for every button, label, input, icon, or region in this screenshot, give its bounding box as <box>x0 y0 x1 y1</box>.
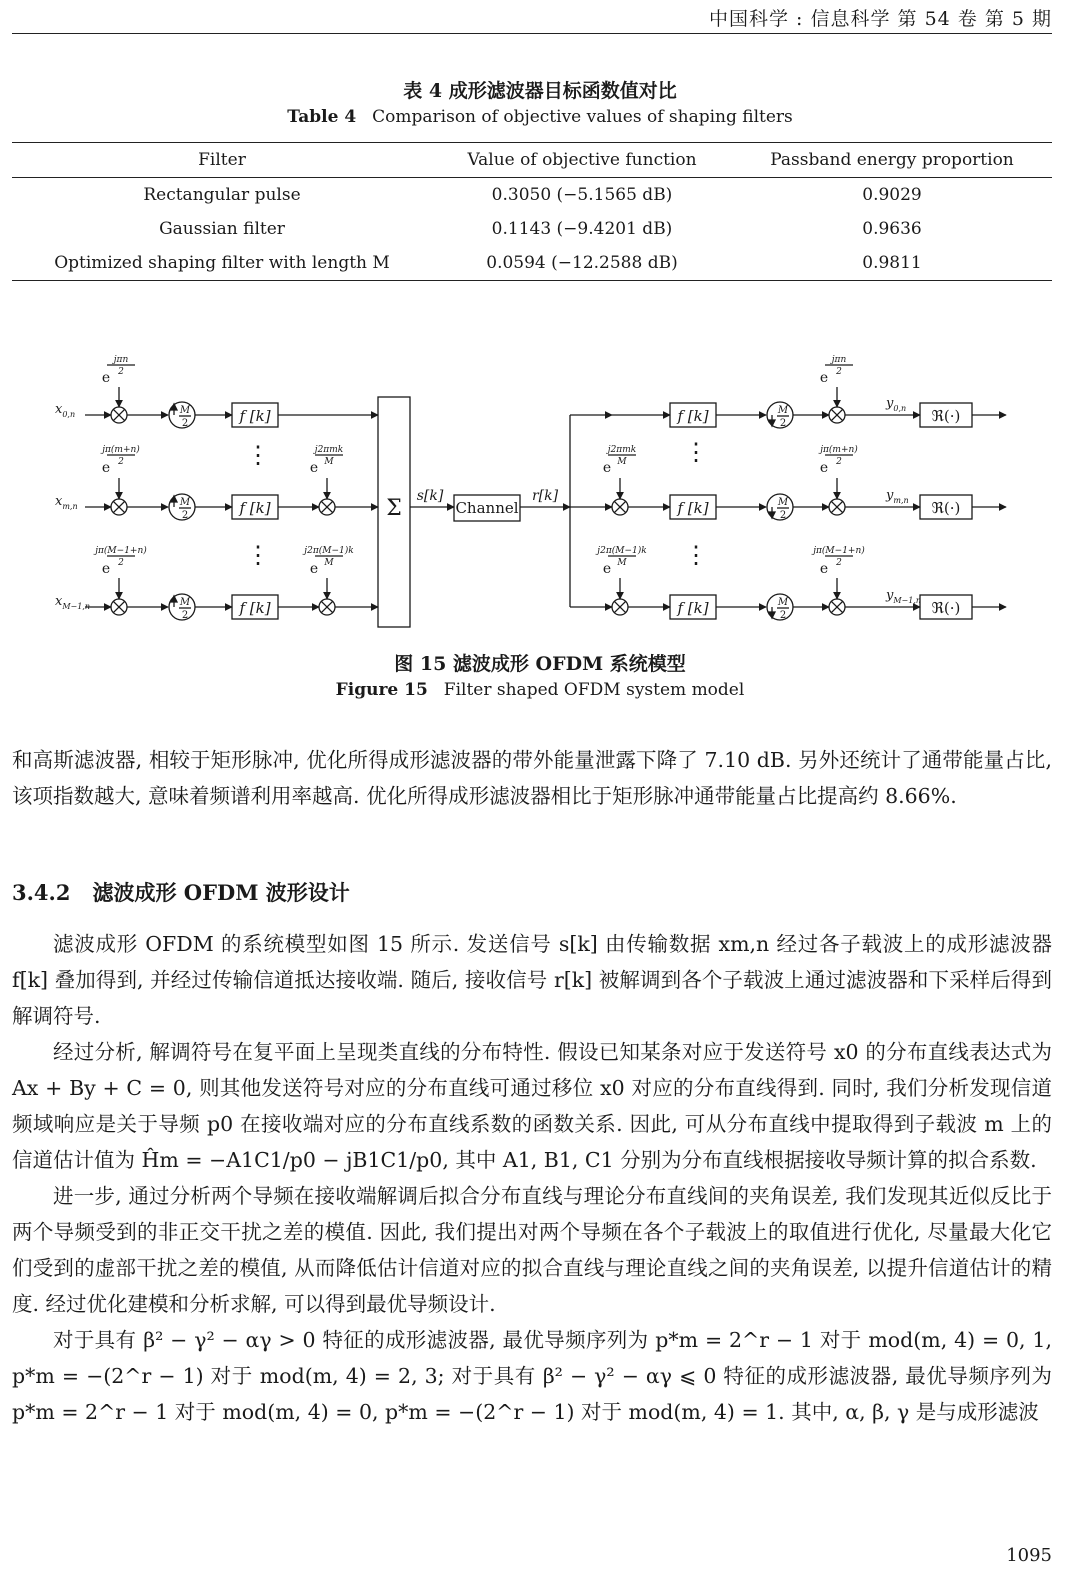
filter-label: f [k] <box>239 407 271 425</box>
sampler-factor-2: 2 <box>779 510 787 521</box>
rx-phase-exponent-base: e <box>819 561 829 577</box>
paragraph: 进一步, 通过分析两个导频在接收端解调后拟合分布直线与理论分布直线间的夹角误差, 我们发现其近似反比于两个导频受到的非正交干扰之差的模值. 因此, 我们提出对两个导频在各个子载波上的取值进行优化, 尽量最大化它们受到的虚部干扰之差的模值, 从而降低估计信道对应的拟合直线与理论直线之间的夹角误差, 以提升信道估计的精度. 经过优化建模和分析求解, 可以得到最优导频设计. <box>12 1184 1052 1316</box>
ellipsis-dots: ⋮ <box>246 541 270 569</box>
figure-caption-en <box>0 680 1080 700</box>
paragraph-continuation <box>12 742 1052 814</box>
filter-label: f [k] <box>239 499 271 517</box>
rx-output-label: $y_{m,n}$ <box>886 488 909 505</box>
rx-carrier-exponent-base: e <box>602 460 612 476</box>
tx-phase-exponent-base: e <box>101 370 111 386</box>
section-number: 3.4.2 <box>12 880 71 905</box>
table-cell: Optimized shaping filter with length M <box>54 253 390 273</box>
filter-label: f [k] <box>239 599 271 617</box>
rx-output-label: $y_{M-1,n}$ <box>886 588 922 605</box>
tx-phase-exponent-base: e <box>101 460 111 476</box>
table-cell: 0.9636 <box>862 219 922 239</box>
table-cell: 0.9811 <box>862 253 922 273</box>
rx-carrier-exponent-denominator: M <box>617 457 627 467</box>
ellipsis-dots: ⋮ <box>684 438 708 466</box>
ellipsis-dots: ⋮ <box>684 541 708 569</box>
table-cell: 0.3050 (−5.1565 dB) <box>491 185 673 205</box>
tx-phase-exponent-numerator: jπ(M−1+n) <box>95 546 147 556</box>
figure-caption-cn: 图 15 滤波成形 OFDM 系统模型 <box>394 653 686 675</box>
sampler-factor-m: M <box>777 405 789 416</box>
tx-phase-exponent-numerator: jπn <box>113 355 129 365</box>
tx-carrier-exponent-base: e <box>309 561 319 577</box>
sampler-factor-2: 2 <box>779 610 787 621</box>
table-cell: Gaussian filter <box>159 219 285 239</box>
rx-phase-exponent-denominator: 2 <box>836 367 842 377</box>
table-caption-text: Comparison of objective values of shaping filters <box>372 107 793 127</box>
rx-output-label: $y_{0,n}$ <box>886 396 907 413</box>
sampler-factor-2: 2 <box>779 418 787 429</box>
real-part-label: ℜ(·) <box>931 499 961 517</box>
table-row <box>12 178 1052 213</box>
rx-carrier-exponent-numerator: j2π(M−1)k <box>597 546 647 556</box>
sampler-factor-m: M <box>777 497 789 508</box>
filter-label: f [k] <box>677 499 709 517</box>
rx-carrier-exponent-numerator: j2πmk <box>607 445 637 455</box>
table-cell: Rectangular pulse <box>143 185 301 205</box>
table-cell: 0.9029 <box>862 185 922 205</box>
sampler-factor-m: M <box>179 405 191 416</box>
signal-s-label: s[k] <box>416 488 444 504</box>
section-heading <box>12 877 350 907</box>
paragraph: 滤波成形 OFDM 的系统模型如图 15 所示. 发送信号 s[k] 由传输数据 xm,n 经过各子载波上的成形滤波器 f[k] 叠加得到, 并经过传输信道抵达接收端. 随后, 接收信号 r[k] 被解调到各个子载波上通过滤波器和下采样后得到解调符号. <box>12 932 1052 1028</box>
sampler-factor-m: M <box>179 597 191 608</box>
tx-phase-exponent-denominator: 2 <box>118 457 124 467</box>
page-number: 1095 <box>1006 1545 1052 1566</box>
rx-phase-exponent-base: e <box>819 460 829 476</box>
rx-carrier-exponent-denominator: M <box>617 558 627 568</box>
objective-values-table <box>12 142 1052 281</box>
column-header: Filter <box>198 150 246 170</box>
channel-label: Channel <box>455 499 519 517</box>
sampler-factor-2: 2 <box>181 610 189 621</box>
running-head: 中国科学 : 信息科学 第 54 卷 第 5 期 <box>709 8 1052 30</box>
sampler-arrow-head <box>171 404 177 410</box>
tx-input-label: $x_{M-1,n}$ <box>55 594 91 611</box>
real-part-label: ℜ(·) <box>931 599 961 617</box>
tx-phase-exponent-base: e <box>101 561 111 577</box>
table-caption-en <box>0 107 1080 127</box>
sampler-arrow-head <box>769 612 775 618</box>
sampler-arrow-head <box>769 512 775 518</box>
column-header: Passband energy proportion <box>770 150 1014 170</box>
tx-phase-exponent-denominator: 2 <box>118 367 124 377</box>
sampler-factor-m: M <box>179 497 191 508</box>
table-caption-cn: 表 4 成形滤波器目标函数值对比 <box>403 80 677 102</box>
rx-carrier-exponent-base: e <box>602 561 612 577</box>
paragraph: 和高斯滤波器, 相较于矩形脉冲, 优化所得成形滤波器的带外能量泄露下降了 7.10 dB. 另外还统计了通带能量占比, 该项指数越大, 意味着频谱利用率越高. 优化所得成形滤波器相比于矩形脉冲通带能量占比提高约 8.66%. <box>12 748 1052 808</box>
summation-symbol: Σ <box>386 496 402 521</box>
figure-caption-text: Filter shaped OFDM system model <box>443 680 745 700</box>
table-cell: 0.0594 (−12.2588 dB) <box>486 253 678 273</box>
table-caption-label: Table 4 <box>287 107 357 127</box>
sampler-arrow-head <box>769 420 775 426</box>
tx-phase-exponent-numerator: jπ(m+n) <box>102 445 140 455</box>
signal-r-label: r[k] <box>531 488 559 504</box>
table-header-row <box>12 143 1052 178</box>
rx-phase-exponent-numerator: jπn <box>831 355 847 365</box>
tx-carrier-exponent-denominator: M <box>324 457 334 467</box>
sampler-factor-2: 2 <box>181 418 189 429</box>
sampler-factor-m: M <box>777 597 789 608</box>
table-row <box>12 246 1052 281</box>
header-rule <box>12 33 1052 34</box>
rx-phase-exponent-denominator: 2 <box>836 558 842 568</box>
sampler-factor-2: 2 <box>181 510 189 521</box>
figure-caption-label: Figure 15 <box>335 680 428 700</box>
filter-label: f [k] <box>677 407 709 425</box>
rx-phase-exponent-numerator: jπ(M−1+n) <box>813 546 865 556</box>
paragraph: 经过分析, 解调符号在复平面上呈现类直线的分布特性. 假设已知某条对应于发送符号 x0 的分布直线表达式为 Ax + By + C = 0, 则其他发送符号对应的分布直线可通过移位 x0 对应的分布直线得到. 同时, 我们分析发现信道频域响应是关于导频 p0 在接收端对应的分布直线系数的函数关系. 因此, 可从分布直线中提取得到子载波 m 上的信道估计值为 Ĥm = −A1C1/p0 − jB1C1/p0, 其中 A1, B1, C1 分别为分布直线根据接收导频计算的拟合系数. <box>12 1040 1052 1172</box>
table-row <box>12 212 1052 246</box>
real-part-label: ℜ(·) <box>931 407 961 425</box>
ofdm-system-diagram <box>0 345 1080 645</box>
column-header: Value of objective function <box>467 150 697 170</box>
tx-carrier-exponent-denominator: M <box>324 558 334 568</box>
rx-phase-exponent-denominator: 2 <box>836 457 842 467</box>
table-cell: 0.1143 (−9.4201 dB) <box>491 219 673 239</box>
tx-input-label: $x_{m,n}$ <box>55 494 78 511</box>
ellipsis-dots: ⋮ <box>246 441 270 469</box>
section-title: 滤波成形 OFDM 波形设计 <box>92 880 350 905</box>
tx-carrier-exponent-numerator: j2π(M−1)k <box>304 546 354 556</box>
sampler-arrow-head <box>171 496 177 502</box>
filter-label: f [k] <box>677 599 709 617</box>
sampler-arrow-head <box>171 596 177 602</box>
tx-phase-exponent-denominator: 2 <box>118 558 124 568</box>
section-body <box>12 926 1052 1430</box>
rx-phase-exponent-numerator: jπ(m+n) <box>820 445 858 455</box>
paragraph: 对于具有 β² − γ² − αγ > 0 特征的成形滤波器, 最优导频序列为 p*m = 2^r − 1 对于 mod(m, 4) = 0, 1, p*m = −(2^r − 1) 对于 mod(m, 4) = 2, 3; 对于具有 β² − γ² − αγ ⩽ 0 特征的成形滤波器, 最优导频序列为 p*m = 2^r − 1 对于 mod(m, 4) = 0, p*m = −(2^r − 1) 对于 mod(m, 4) = 1. 其中, α, β, γ 是与成形滤波 <box>12 1328 1052 1424</box>
rx-phase-exponent-base: e <box>819 370 829 386</box>
tx-carrier-exponent-base: e <box>309 460 319 476</box>
tx-input-label: $x_{0,n}$ <box>55 402 76 419</box>
tx-carrier-exponent-numerator: j2πmk <box>314 445 344 455</box>
